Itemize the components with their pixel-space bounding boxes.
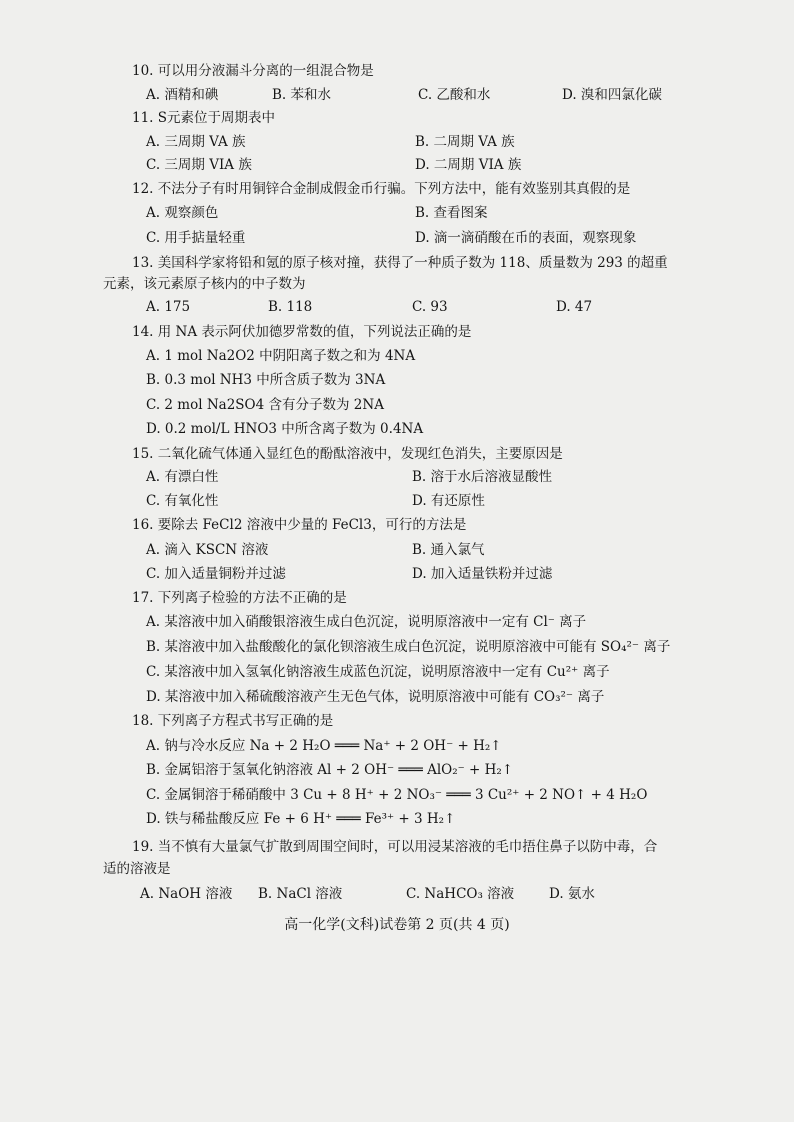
question-18-option-a: A. 钠与冷水反应 Na + 2 H₂O ═══ Na⁺ + 2 OH⁻ + H₂↑ [146, 738, 502, 754]
question-16-option-c: C. 加入适量铜粉并过滤 [146, 566, 286, 582]
question-18-option-b: B. 金属铝溶于氢氧化钠溶液 Al + 2 OH⁻ ═══ AlO₂⁻ + H₂↑ [146, 762, 514, 778]
question-12-option-c: C. 用手掂量轻重 [146, 230, 246, 246]
question-16-option-a: A. 滴入 KSCN 溶液 [146, 542, 269, 558]
question-10-option-c: C. 乙酸和水 [418, 87, 491, 103]
question-19-option-d: D. 氨水 [549, 886, 595, 902]
question-11-stem: 11. S元素位于周期表中 [132, 110, 276, 126]
question-18-option-d: D. 铁与稀盐酸反应 Fe + 6 H⁺ ═══ Fe³⁺ + 3 H₂↑ [146, 811, 456, 827]
question-15-option-b: B. 溶于水后溶液显酸性 [412, 469, 553, 485]
question-17-option-a: A. 某溶液中加入硝酸银溶液生成白色沉淀，说明原溶液中一定有 Cl⁻ 离子 [146, 614, 587, 630]
question-18-stem: 18. 下列离子方程式书写正确的是 [132, 713, 334, 729]
question-14-option-a: A. 1 mol Na2O2 中阴阳离子数之和为 4NA [146, 348, 416, 364]
question-17-option-b: B. 某溶液中加入盐酸酸化的氯化钡溶液生成白色沉淀，说明原溶液中可能有 SO₄²⁻ 离子 [146, 639, 671, 655]
question-10-option-d: D. 溴和四氯化碳 [562, 87, 662, 103]
question-13-option-b: B. 118 [268, 299, 313, 315]
question-11-option-a: A. 三周期 VA 族 [146, 134, 246, 150]
page-footer: 高一化学(文科)试卷第 2 页(共 4 页) [284, 917, 510, 933]
question-10-option-b: B. 苯和水 [272, 87, 332, 103]
question-16-stem: 16. 要除去 FeCl2 溶液中少量的 FeCl3，可行的方法是 [132, 517, 467, 533]
question-18-option-c: C. 金属铜溶于稀硝酸中 3 Cu + 8 H⁺ + 2 NO₃⁻ ═══ 3 Cu²⁺ + 2 NO↑ + 4 H₂O [146, 787, 648, 803]
question-14-option-d: D. 0.2 mol/L HNO3 中所含离子数为 0.4NA [146, 421, 424, 437]
question-15-stem: 15. 二氧化硫气体通入显红色的酚酞溶液中，发现红色消失，主要原因是 [132, 446, 563, 462]
question-10-option-a: A. 酒精和碘 [146, 87, 219, 103]
question-12-option-b: B. 查看图案 [415, 205, 488, 221]
question-11-option-b: B. 二周期 VA 族 [415, 134, 515, 150]
question-12-option-a: A. 观察颜色 [146, 205, 219, 221]
question-14-option-c: C. 2 mol Na2SO4 含有分子数为 2NA [146, 397, 384, 413]
question-13-option-a: A. 175 [146, 299, 191, 315]
question-13-option-c: C. 93 [412, 299, 448, 315]
question-15-option-a: A. 有漂白性 [146, 469, 219, 485]
question-10-stem: 10. 可以用分液漏斗分离的一组混合物是 [132, 63, 374, 79]
question-13-stem: 13. 美国科学家将铅和氪的原子核对撞，获得了一种质子数为 118、质量数为 293 的超重 [132, 255, 668, 271]
question-13-option-d: D. 47 [556, 299, 593, 315]
question-17-stem: 17. 下列离子检验的方法不正确的是 [132, 590, 347, 606]
question-17-option-c: C. 某溶液中加入氢氧化钠溶液生成蓝色沉淀，说明原溶液中一定有 Cu²⁺ 离子 [146, 664, 610, 680]
question-17-option-d: D. 某溶液中加入稀硫酸溶液产生无色气体，说明原溶液中可能有 CO₃²⁻ 离子 [146, 689, 605, 705]
question-12-option-d: D. 滴一滴硝酸在币的表面，观察现象 [415, 230, 637, 246]
question-13-stem-continued: 元素，该元素原子核内的中子数为 [103, 276, 306, 292]
question-19-option-c: C. NaHCO₃ 溶液 [406, 886, 515, 902]
question-15-option-d: D. 有还原性 [412, 493, 485, 509]
question-15-option-c: C. 有氧化性 [146, 493, 219, 509]
question-19-stem-continued: 适的溶液是 [103, 861, 171, 877]
question-19-stem: 19. 当不慎有大量氯气扩散到周围空间时，可以用浸某溶液的毛巾捂住鼻子以防中毒，合 [132, 839, 658, 855]
question-11-option-d: D. 二周期 VIA 族 [415, 157, 522, 173]
question-16-option-b: B. 通入氯气 [412, 542, 485, 558]
question-14-option-b: B. 0.3 mol NH3 中所含质子数为 3NA [146, 372, 386, 388]
question-11-option-c: C. 三周期 VIA 族 [146, 157, 252, 173]
question-14-stem: 14. 用 NA 表示阿伏加德罗常数的值，下列说法正确的是 [132, 324, 472, 340]
question-16-option-d: D. 加入适量铁粉并过滤 [412, 566, 553, 582]
question-12-stem: 12. 不法分子有时用铜锌合金制成假金币行骗。下列方法中，能有效鉴别其真假的是 [132, 181, 631, 197]
question-19-option-a: A. NaOH 溶液 [140, 886, 233, 902]
question-19-option-b: B. NaCl 溶液 [258, 886, 343, 902]
